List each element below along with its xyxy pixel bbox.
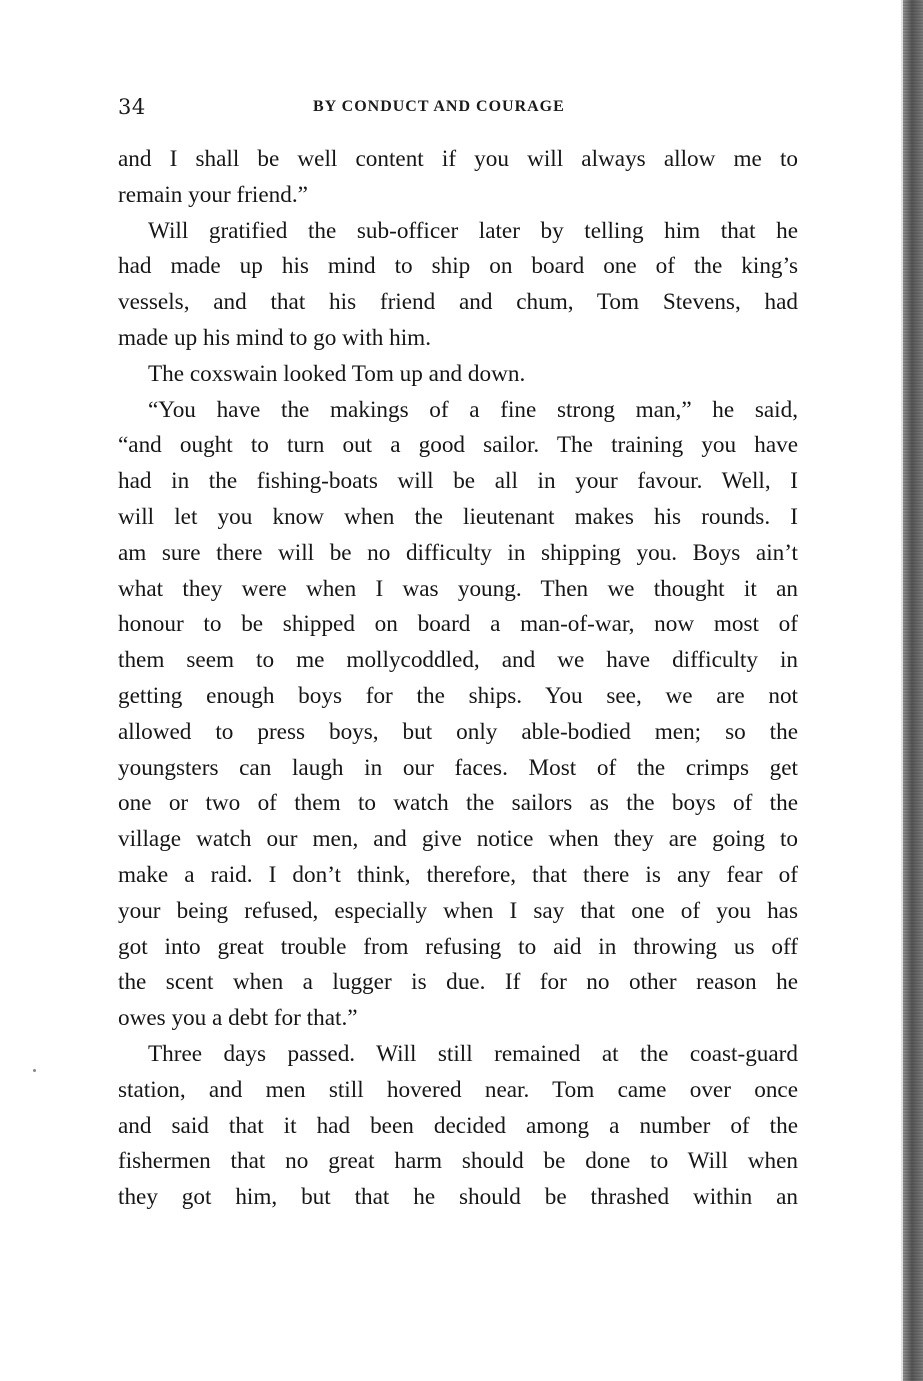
- page-header: [118, 93, 798, 123]
- text-line: make a raid. I don’t think, therefore, that there is any fear of: [118, 861, 798, 888]
- text-line: got into great trouble from refusing to aid in throwing us off: [118, 933, 798, 960]
- text-line: remain your friend.”: [118, 181, 308, 208]
- text-line: honour to be shipped on board a man-of-war, now most of: [118, 611, 798, 638]
- text-line: and said that it had been decided among a number of the: [118, 1112, 798, 1139]
- page-number: 34: [118, 95, 146, 119]
- text-line: Will gratified the sub-officer later by telling him that he: [148, 217, 798, 244]
- text-line: vessels, and that his friend and chum, Tom Stevens, had: [118, 289, 798, 316]
- text-line: had in the fishing-boats will be all in your favour. Well, I: [118, 468, 798, 495]
- running-title: BY CONDUCT AND COURAGE: [313, 98, 565, 115]
- body-text: [118, 142, 798, 1216]
- text-line: will let you know when the lieutenant makes his rounds. I: [118, 503, 798, 530]
- text-line: had made up his mind to ship on board one of the king’s: [118, 253, 798, 280]
- text-line: “and ought to turn out a good sailor. The training you have: [118, 432, 798, 459]
- text-line: they got him, but that he should be thrashed within an: [118, 1184, 798, 1211]
- text-line: them seem to me mollycoddled, and we have difficulty in: [118, 647, 798, 674]
- text-line: youngsters can laugh in our faces. Most of the crimps get: [118, 754, 798, 781]
- text-line: your being refused, especially when I say that one of you has: [118, 897, 798, 924]
- text-line: station, and men still hovered near. Tom came over once: [118, 1076, 798, 1103]
- text-line: one or two of them to watch the sailors as the boys of the: [118, 790, 798, 817]
- text-line: what they were when I was young. Then we thought it an: [118, 575, 798, 602]
- text-line: fishermen that no great harm should be done to Will when: [118, 1148, 798, 1175]
- text-line: am sure there will be no difficulty in shipping you. Boys ain’t: [118, 539, 798, 566]
- text-line: village watch our men, and give notice when they are going to: [118, 826, 798, 853]
- text-line: the scent when a lugger is due. If for no other reason he: [118, 969, 798, 996]
- text-line: owes you a debt for that.”: [118, 1005, 358, 1032]
- book-spine-edge: [903, 0, 923, 1381]
- text-line: allowed to press boys, but only able-bodied men; so the: [118, 718, 798, 745]
- text-line: Three days passed. Will still remained at the coast-guard: [148, 1040, 798, 1067]
- text-line: getting enough boys for the ships. You see, we are not: [118, 682, 798, 709]
- text-line: “You have the makings of a fine strong man,” he said,: [148, 396, 798, 423]
- text-line: made up his mind to go with him.: [118, 324, 432, 351]
- text-line: The coxswain looked Tom up and down.: [148, 360, 526, 387]
- text-line: and I shall be well content if you will always allow me to: [118, 146, 798, 172]
- paper-speck: [33, 1069, 36, 1072]
